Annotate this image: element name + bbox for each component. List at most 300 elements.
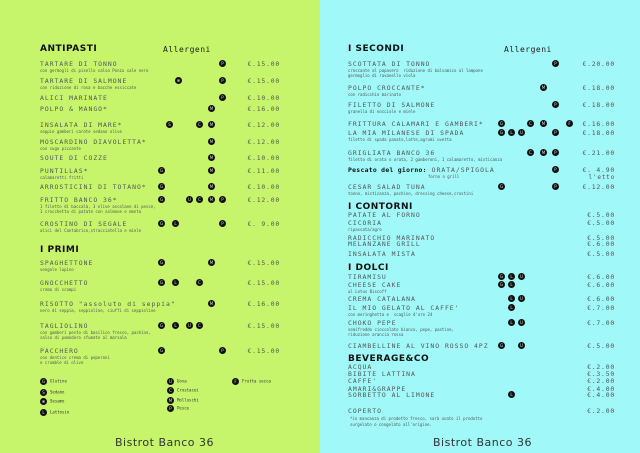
section-title-antipasti: ANTIPASTI [40,44,98,54]
item-description: con gamberi pesto di basilico fresco, pachino, salsa di pomodoro sfumato al marsala [40,330,151,340]
item-description: filetto di spada panato,latte,agrumi uvetta [348,137,452,142]
menu-item-patate-al-forno [320,211,640,219]
item-name-text: INSALATA MISTA [348,250,416,258]
item-name [348,211,421,219]
item-price [575,281,615,289]
lattosio-allergen-icon: L [40,409,47,416]
crostacei-allergen-icon: C [527,149,534,156]
item-name-text: POLPO & MANGO* [40,105,108,113]
lattosio-allergen-icon: L [508,129,515,136]
lattosio-allergen-icon: L [508,295,515,302]
item-description: granella di nocciole e miele [348,109,416,114]
molluschi-allergen-icon: M [541,121,546,126]
menu-item-scottata-di-tonno [320,60,640,78]
item-name [348,240,421,248]
item-price [240,259,280,267]
sesamo-allergen-icon: ❋ [41,399,46,404]
menu-item-tartare-di-salmone [0,77,320,90]
molluschi-allergen-icon: M [209,184,214,189]
legend-label: Pesce [177,405,190,411]
item-description: con radicchio marinato [348,92,401,97]
glutine-allergen-icon: G [159,184,164,189]
item-name-text: CROSTINO DI SEGALE [40,220,128,228]
item-description: ripassata/agro [348,227,382,232]
item-description: tonno, misticanza, pachino, dressing cheese,crostini [348,191,474,196]
legend-uova [167,378,187,385]
fruttasecca-allergen-icon: F [566,120,573,127]
glutine-allergen-icon: G [499,184,504,189]
section-title-i-primi: I PRIMI [40,245,80,255]
item-description: calamaretti fritti [40,175,84,180]
price-value: €.6.00 [587,295,615,303]
item-price [240,183,280,191]
legend-label: Crostacei [177,387,199,393]
item-name-text: BIBITE LATTINA [348,370,416,378]
item-price [240,138,280,146]
item-name-text: RISOTTO "assoluto di seppia" [40,300,176,308]
glutine-allergen-icon: G [159,280,164,285]
item-name-text: CESAR SALAD TUNA [348,183,426,191]
item-name [348,60,430,68]
legend-lattosio [40,409,69,416]
brand-footer: Bistrot Banco 36 [433,436,532,449]
legend-sesamo [40,398,64,405]
menu-item-polpo-mango [0,105,320,113]
pesce-allergen-icon: P [219,347,226,354]
item-name-text: INSALATA DI MARE* [40,121,123,129]
price-value: €.10.00 [247,154,280,162]
item-description: con dentice crema di peperoni e crumble di olive [40,355,110,365]
item-name [40,105,108,113]
item-name-text: TARTARE DI TONNO [40,60,118,68]
glutine-allergen-icon: G [159,168,164,173]
price-value: €.2.00 [587,377,615,385]
menu-item-soute-di-cozze [0,154,320,162]
item-name [348,273,387,281]
item-name [40,196,118,204]
price-value: €.11.00 [247,167,280,175]
crostacei-allergen-icon: C [196,279,203,286]
item-name [348,377,377,385]
item-price [240,154,280,162]
molluschi-allergen-icon: M [209,155,214,160]
menu-item-polpo-croccante [320,84,640,97]
uova-allergen-icon: U [167,378,174,385]
legend-glutine [40,378,67,385]
item-name-text: COPERTO [348,407,382,415]
menu-item-insalata-mista [320,250,640,258]
menu-item-gnocchetto [0,279,320,292]
item-name-text: ORATA/SPIGOLA [431,166,495,174]
crostacei-allergen-icon: C [527,120,534,127]
lattosio-allergen-icon: L [508,281,515,288]
legend-label: Molluschi [177,397,199,403]
uova-allergen-icon: U [518,342,525,349]
price-value: €.15.00 [247,279,280,287]
molluschi-allergen-icon: M [209,301,214,306]
sedano-allergen-icon: S [166,121,173,128]
item-description: nero di seppia, seppioline, ciuffi di seppioline [40,308,156,313]
menu-item-spaghettone [0,259,320,272]
price-value: €.6.00 [587,281,615,289]
menu-item-cesar-salad-tuna [320,183,640,196]
item-name [348,101,435,109]
item-price [575,101,615,109]
item-price [240,167,280,175]
menu-item-moscardino-diavoletta [0,138,320,151]
item-name [348,391,435,399]
item-name [348,120,484,128]
menu-item-tagliolino [0,322,320,340]
price-value: €.10.00 [247,183,280,191]
menu-item-puntillas [0,167,320,180]
price-value: €.6.00 [587,240,615,248]
pesce-allergen-icon: P [219,196,226,203]
item-description: alici del Cantabrico,stracciatella e miele [40,228,142,233]
item-name [348,219,382,227]
fruttasecca-allergen-icon: F [232,378,239,385]
menu-item-filetto-di-salmone [320,101,640,114]
price-value: €.4.00 [587,391,615,399]
menu-item-crema-catalana [320,295,640,303]
item-description: seppie gamberi carote sedano olive [40,129,122,134]
price-value: €.4.00 [587,385,615,393]
item-name-text: TAGLIOLINO [40,322,89,330]
price-value: €.18.00 [582,101,615,109]
molluschi-allergen-icon: M [541,85,546,90]
uova-allergen-icon: U [518,295,525,302]
item-price [575,211,615,219]
item-name [40,183,147,191]
glutine-allergen-icon: G [159,348,164,353]
item-description: croccante al papavero riduzione di balsamico al lampone germoglio di ravanello viola [348,68,483,78]
molluschi-allergen-icon: M [209,168,214,173]
item-name [40,154,108,162]
item-price [240,196,280,204]
item-name [348,183,426,191]
legend-label: Sesamo [50,398,65,404]
menu-item-arrosticini-di-totano [0,183,320,191]
price-value: €.15.00 [247,322,280,330]
item-name-text: TIRAMISU [348,273,387,281]
lattosio-allergen-icon: L [172,322,179,329]
uova-allergen-icon: U [186,322,193,329]
item-price [575,377,615,385]
item-name-text: FRITTURA CALAMARI E GAMBERI* [348,120,484,128]
glutine-allergen-icon: G [499,282,504,287]
item-name [348,149,435,157]
item-price [575,407,615,415]
lattosio-allergen-icon: L [508,273,515,280]
item-description: filetto di orata o orata, 2 gamberoni, 1 calamaretto, misticanza [348,157,503,162]
item-name [348,129,464,137]
pesce-allergen-icon: P [552,183,559,190]
right-menu-page [320,0,640,453]
pesce-allergen-icon: P [552,101,559,108]
menu-item-caffe [320,377,640,385]
price-value: €.7.00 [587,319,615,327]
price-value: €.7.00 [587,304,615,312]
item-name-text: SORBETTO AL LIMONE [348,391,436,399]
item-description: al Lotus Biscoff [348,289,387,294]
item-name-text: MELANZANE GRILL [348,240,421,248]
price-value: €.3.50 [587,370,615,378]
pesce-allergen-icon: P [219,220,226,227]
item-price [240,347,280,355]
item-description: crema di scampi [40,287,77,292]
crostacei-allergen-icon: C [167,387,174,394]
item-price [575,219,615,227]
molluschi-allergen-icon: M [168,398,173,403]
pesce-allergen-icon: P [552,166,559,173]
item-price [240,105,280,113]
price-value: €.12.00 [247,121,280,129]
lattosio-allergen-icon: L [172,279,179,286]
price-value: €.2.00 [587,363,615,371]
glutine-allergen-icon: G [41,379,46,384]
item-name-text: TARTARE DI SALMONE [40,77,128,85]
molluschi-allergen-icon: M [209,260,214,265]
glutine-allergen-icon: G [499,343,504,348]
item-name [40,167,88,175]
item-description: con sugo piccante [40,146,81,151]
price-value: €.5.00 [587,234,615,242]
sesamo-allergen-icon: ❋ [176,78,181,83]
menu-item-sorbetto-al-limone [320,391,640,399]
menu-item-risotto-assoluto-di-seppia [0,300,320,313]
item-name-text: ACQUA [348,363,373,371]
item-name-text: SOUTE DI COZZE [40,154,108,162]
item-name-text: LA MIA MILANESE DI SPADA [348,129,465,137]
menu-item-orata-spigola [320,166,640,181]
item-name-text: PACCHERO [40,347,79,355]
section-title-i-contorni: I CONTORNI [348,202,413,212]
item-name-text: RADICCHIO MARINATO [348,234,436,242]
price-value: €.12.00 [247,138,280,146]
menu-item-tartare-di-tonno [0,60,320,73]
price-value: €.16.00 [247,105,280,113]
price-value: €.20.00 [582,60,615,68]
price-value: €.18.00 [582,129,615,137]
section-title-beverage-co: BEVERAGE&CO [348,354,430,364]
legend-fruttasecca [232,378,271,385]
glutine-allergen-icon: G [499,274,504,279]
item-name-text: GRIGLIATA BANCO 36 [348,149,436,157]
item-name [40,121,122,129]
item-name [40,220,127,228]
pesce-allergen-icon: P [167,405,174,412]
item-name-text: PATATE AL FORNO [348,211,421,219]
legend-crostacei [167,387,199,394]
menu-item-coperto [320,407,640,415]
price-value: €.15.00 [247,60,280,68]
lattosio-allergen-icon: L [508,304,515,311]
molluschi-allergen-icon: M [541,150,546,155]
crostacei-allergen-icon: C [196,196,203,203]
price-value: €.16.00 [247,300,280,308]
glutine-allergen-icon: G [159,260,164,265]
item-name [348,295,416,303]
item-description: semifreddo cioccolato bianco, pepe, pastine, riduzione arancia rossa [348,327,454,337]
price-value: €.5.00 [587,211,615,219]
item-price [240,60,280,68]
item-price [575,183,615,191]
glutine-allergen-icon: G [159,323,164,328]
price-value: €.18.00 [582,84,615,92]
allergen-column-header: Allergeni [163,45,211,54]
legend-pesce [167,405,189,412]
uova-allergen-icon: U [518,273,525,280]
menu-item-grigliata-banco-36 [320,149,640,162]
section-title-i-dolci: I DOLCI [348,263,389,273]
item-price [575,250,615,258]
item-name-text: CHOKO PEPE [348,319,397,327]
menu-item-choko-pepe [320,319,640,337]
molluschi-allergen-icon: M [209,139,214,144]
menu-item-crostino-di-segale [0,220,320,233]
item-name [40,60,118,68]
price-value: €.5.00 [587,250,615,258]
item-name [40,300,176,308]
item-description: 1 filetto di baccalà, 3 olive ascolane di pesce, 1 crocchetta di patate con salmone e menta [40,204,156,214]
menu-item-ciambelline-al-vino-rosso-4pz [320,342,640,350]
menu-item-pacchero [0,347,320,365]
item-description: con germogli di pisello salsa Ponzu sale nero [40,68,149,73]
item-price [575,295,615,303]
price-value: €.15.00 [247,347,280,355]
price-value: €. 4.90 [582,166,615,174]
item-price [240,220,280,228]
item-name-text: CREMA CATALANA [348,295,416,303]
item-name-text: ARROSTICINI DI TOTANO* [40,183,147,191]
item-price [240,279,280,287]
legend-sedano [40,389,64,396]
allergen-column-header: Allergeni [504,45,552,54]
item-price [240,121,280,129]
item-price [575,240,615,248]
price-value: €.10.00 [247,94,280,102]
legend-label: Sedano [50,389,65,395]
item-name [40,347,79,355]
frozen-product-note: *in mancanza di prodotto fresco, sarà usato il prodotto surgelato o congelato all'origine. [350,416,483,427]
molluschi-allergen-icon: M [209,122,214,127]
item-name-text: CHEESE CAKE [348,281,402,289]
section-title-i-secondi: I SECONDI [348,44,405,54]
item-name-text: ALICI MARINATE [40,94,108,102]
molluschi-allergen-icon: M [209,106,214,111]
item-name-text: SCOTTATA DI TONNO [348,60,431,68]
menu-item-la-mia-milanese-di-spada [320,129,640,142]
item-price [575,129,615,137]
item-price [575,84,615,92]
menu-item-cicoria [320,219,640,232]
item-name [348,281,401,289]
item-description: vongole lupino [40,267,74,272]
price-value: €.15.00 [247,259,280,267]
crostacei-allergen-icon: C [196,322,203,329]
item-name [40,259,93,267]
item-name [40,77,127,85]
pesce-allergen-icon: P [219,94,226,101]
item-name-text: SPAGHETTONE [40,259,94,267]
item-name [40,322,88,330]
item-name-text: FILETTO DI SALMONE [348,101,436,109]
item-name-label: Pescato del giorno: [348,166,427,174]
item-price [240,322,280,330]
glutine-allergen-icon: G [499,121,504,126]
uova-allergen-icon: U [518,319,525,326]
item-description: con riduzione di rosa e bacche essiccate [40,85,137,90]
price-value: €.12.00 [582,183,615,191]
uova-allergen-icon: U [186,196,193,203]
item-name [348,166,495,174]
glutine-allergen-icon: G [499,130,504,135]
legend-label: Uova [177,378,187,384]
price-value: €.21.00 [582,149,615,157]
glutine-allergen-icon: G [159,221,164,226]
item-price [575,319,615,327]
menu-item-frittura-calamari-e-gamberi [320,120,640,128]
item-name [348,407,382,415]
menu-item-insalata-di-mare [0,121,320,134]
item-name [40,94,108,102]
item-price [240,94,280,102]
pesce-allergen-icon: P [552,149,559,156]
lattosio-allergen-icon: L [508,391,515,398]
pesce-allergen-icon: P [552,129,559,136]
menu-item-fritto-banco-36 [0,196,320,214]
item-name [348,304,460,312]
item-price [575,391,615,399]
item-description: con meringhetta e scaglie d'oro 24 [348,312,433,317]
item-name [348,342,489,350]
sedano-allergen-icon: S [40,389,47,396]
item-name-text: MOSCARDINO DIAVOLETTA* [40,138,147,146]
menu-item-cheese-cake [320,281,640,294]
item-name-text: POLPO CROCCANTE* [348,84,426,92]
legend-label: Lattosio [50,409,70,415]
item-name-text: CIAMBELLINE AL VINO ROSSO 4PZ [348,342,489,350]
item-price [240,77,280,85]
item-name-text: PUNTILLAS* [40,167,89,175]
item-name-text: CICORIA [348,219,382,227]
price-value: €. 9.00 [247,220,280,228]
lattosio-allergen-icon: L [172,220,179,227]
legend-label: Frutta secca [242,378,271,384]
item-name-text: IL MIO GELATO AL CAFFE' [348,304,460,312]
item-price [575,120,615,128]
pesce-allergen-icon: P [219,77,226,84]
item-name [348,84,426,92]
menu-item-melanzane-grill [320,240,640,248]
item-price [240,300,280,308]
price-value: €.2.00 [587,407,615,415]
price-value: €.12.00 [247,196,280,204]
item-price [575,304,615,312]
item-price [575,60,615,68]
item-price [575,273,615,281]
price-value: €.15.00 [247,77,280,85]
price-value: €.5.00 [587,342,615,350]
menu-item-il-mio-gelato-al-caffe [320,304,640,317]
molluschi-allergen-icon: M [209,197,214,202]
price-value: €.16.00 [582,120,615,128]
item-price [575,149,615,157]
price-unit: l'etto [588,174,615,181]
item-name-text: FRITTO BANCO 36* [40,196,118,204]
item-name-text: CAFFE' [348,377,378,385]
item-name [40,279,88,287]
